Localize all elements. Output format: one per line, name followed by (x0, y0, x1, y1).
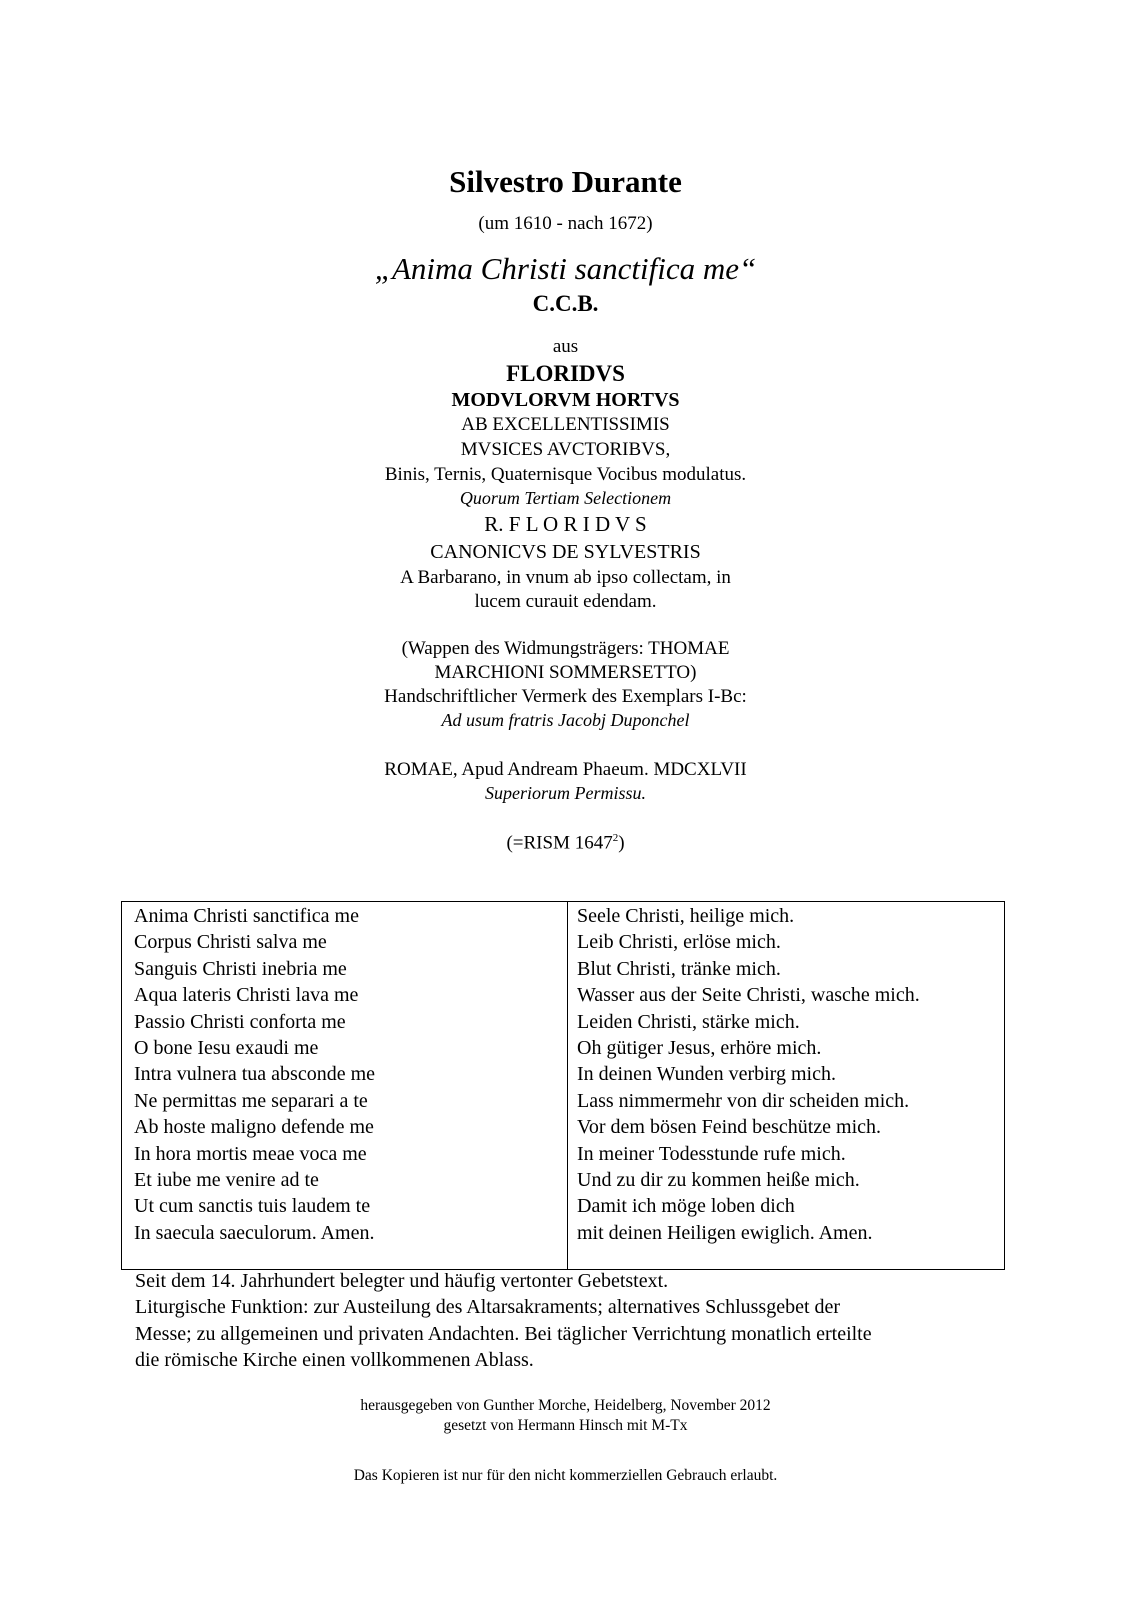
text-table (121, 901, 1005, 1270)
latin-line: Intra vulnera tua absconde me (134, 1063, 376, 1086)
german-line: Oh gütiger Jesus, erhöre mich. (577, 1037, 822, 1060)
source-line: lucem curauit edendam. (474, 591, 657, 612)
latin-line: Ab hoste maligno defende me (134, 1116, 374, 1139)
latin-line: Aqua lateris Christi lava me (134, 984, 359, 1007)
latin-line: Passio Christi conforta me (134, 1010, 346, 1033)
imprint: ROMAE, Apud Andream Phaeum. MDCXLVII (384, 759, 747, 780)
german-line: Vor dem bösen Feind beschütze mich. (577, 1116, 882, 1139)
german-line: Und zu dir zu kommen heiße mich. (577, 1169, 860, 1192)
note-line: Seit dem 14. Jahrhundert belegter und häufig vertonter Gebetstext. (135, 1270, 669, 1292)
source-line: AB EXCELLENTISSIMIS (461, 414, 670, 435)
source-line: MODVLORVM HORTVS (451, 389, 680, 411)
rism-close: ) (618, 832, 625, 854)
source-line: Handschriftlicher Vermerk des Exemplars I-Bc: (384, 686, 747, 707)
source-line: (Wappen des Widmungsträgers: THOMAE (401, 638, 730, 659)
latin-line: Sanguis Christi inebria me (134, 957, 347, 980)
rism-text: (=RISM 1647 (506, 832, 613, 854)
imprint-permission: Superiorum Permissu. (485, 783, 646, 803)
note-line: die römische Kirche einen vollkommenen Ablass. (135, 1349, 534, 1372)
typesetter-credit: gesetzt von Hermann Hinsch mit M-Tx (443, 1417, 688, 1434)
latin-line: Ne permittas me separari a te (134, 1089, 368, 1112)
composer-dates: (um 1610 - nach 1672) (478, 213, 653, 234)
column-divider (567, 902, 568, 1269)
latin-line: Ut cum sanctis tuis laudem te (134, 1195, 371, 1218)
german-line: Blut Christi, tränke mich. (577, 957, 781, 980)
german-line: mit deinen Heiligen ewiglich. Amen. (577, 1221, 873, 1244)
german-line: Seele Christi, heilige mich. (577, 905, 795, 927)
note-line: Liturgische Funktion: zur Austeilung des Altarsakraments; alternatives Schlussgebet der (135, 1296, 841, 1319)
notes (135, 1268, 995, 1374)
note-line: Messe; zu allgemeinen und privaten Andachten. Bei täglicher Verrichtung monatlich erteilte (135, 1322, 872, 1345)
german-column (577, 903, 920, 1246)
latin-line: In saecula saeculorum. Amen. (134, 1221, 375, 1244)
german-line: In meiner Todesstunde rufe mich. (577, 1142, 846, 1165)
german-line: Leib Christi, erlöse mich. (577, 931, 781, 954)
from-label: aus (552, 336, 579, 357)
source-line: Binis, Ternis, Quaternisque Vocibus modulatus. (384, 464, 747, 485)
german-line: In deinen Wunden verbirg mich. (577, 1063, 836, 1086)
source-line: MVSICES AVCTORIBVS, (460, 439, 671, 460)
latin-line: Corpus Christi salva me (134, 931, 327, 954)
latin-column (134, 903, 375, 1246)
source-line: A Barbarano, in vnum ab ipso collectam, in (400, 567, 731, 588)
latin-line: O bone Iesu exaudi me (134, 1037, 319, 1060)
work-title: „Anima Christi sanctifica me“ (374, 251, 757, 286)
composer-name: Silvestro Durante (449, 164, 682, 199)
source-line: MARCHIONI SOMMERSETTO) (434, 662, 697, 683)
latin-line: Anima Christi sanctifica me (134, 905, 359, 927)
rism-superscript: 2 (612, 832, 619, 844)
source-line: Ad usum fratris Jacobj Duponchel (441, 710, 690, 730)
editor-credit: herausgegeben von Gunther Morche, Heidelberg, November 2012 (360, 1397, 771, 1414)
source-line: R. F L O R I D V S (484, 512, 647, 536)
source-line: CANONICVS DE SYLVESTRIS (430, 541, 701, 563)
voicing: C.C.B. (532, 291, 599, 316)
latin-line: In hora mortis meae voca me (134, 1142, 367, 1165)
rism-reference (0, 833, 1131, 852)
copyright-notice: Das Kopieren ist nur für den nicht kommerziellen Gebrauch erlaubt. (353, 1467, 778, 1484)
source-title: FLORIDVS (506, 361, 625, 386)
latin-line: Et iube me venire ad te (134, 1169, 319, 1192)
source-line: Quorum Tertiam Selectionem (459, 488, 672, 508)
german-line: Wasser aus der Seite Christi, wasche mich. (577, 984, 920, 1007)
german-line: Leiden Christi, stärke mich. (577, 1010, 800, 1033)
german-line: Damit ich möge loben dich (577, 1195, 795, 1218)
german-line: Lass nimmermehr von dir scheiden mich. (577, 1089, 910, 1112)
